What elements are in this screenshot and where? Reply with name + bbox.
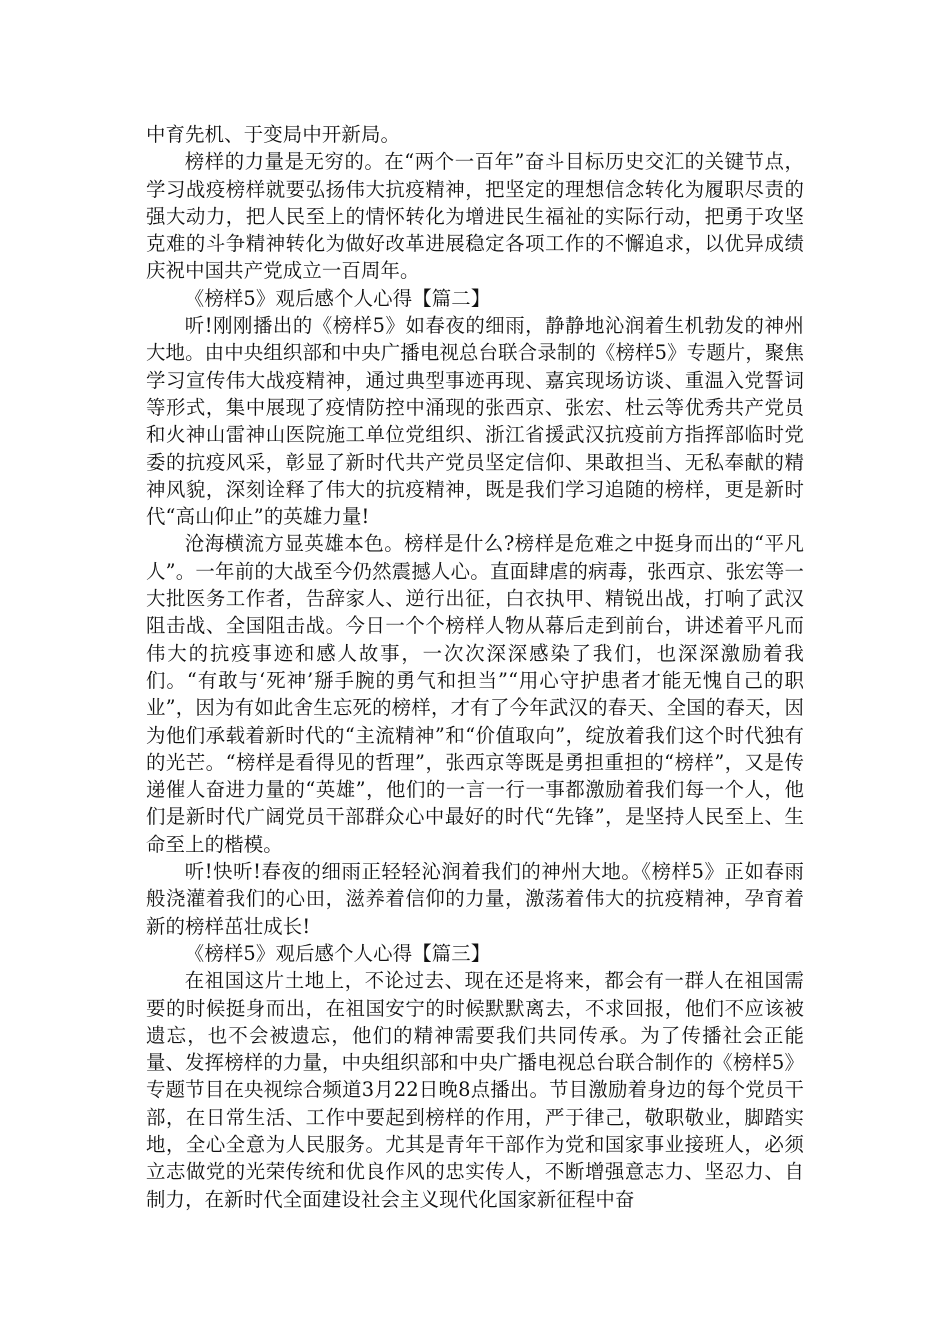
paragraph-role-model-power: 榜样的力量是无穷的。在“两个一百年”奋斗目标历史交汇的关键节点，学习战疫榜样就要弘扬伟大抗疫精神，把坚定的理想信念转化为履职尽责的强大动力，把人民至上的情怀转化为增进民生福祉的实际行动，把勇于攻坚克难的斗争精神转化为做好改革进展稳定各项工作的不懈追求，以优异成绩庆祝中国共产党成立一百周年。 xyxy=(146,150,804,283)
paragraph-listen: 听!快听!春夜的细雨正轻轻沁润着我们的神州大地。《榜样5》正如春雨般浇灌着我们的心田，滋养着信仰的力量，激荡着伟大的抗疫精神，孕育着新的榜样茁壮成长! xyxy=(146,860,804,938)
paragraph-spring-rain: 听!刚刚播出的《榜样5》如春夜的细雨，静静地沁润着生机勃发的神州大地。由中央组织部和中央广播电视总台联合录制的《榜样5》专题片，聚焦学习宣传伟大战疫精神，通过典型事迹再现、嘉宾现场访谈、重温入党誓词等形式，集中展现了疫情防控中涌现的张西京、张宏、杜云等优秀共产党员和火神山雷神山医院施工单位党组织、浙江省援武汉抗疫前方指挥部临时党委的抗疫风采，彰显了新时代共产党员坚定信仰、果敢担当、无私奉献的精神风貌，深刻诠释了伟大的抗疫精神，既是我们学习追随的榜样，更是新时代“高山仰止”的英雄力量! xyxy=(146,314,804,529)
section-heading-part-two: 《榜样5》观后感个人心得【篇二】 xyxy=(184,286,491,310)
document-body xyxy=(146,121,804,1213)
paragraph-true-heroes: 沧海横流方显英雄本色。榜样是什么?榜样是危难之中挺身而出的“平凡人”。一年前的大战至今仍然震撼人心。直面肆虐的病毒，张西京、张宏等一大批医务工作者，告辞家人、逆行出征，白衣执甲、精锐出战，打响了武汉阻击战、全国阻击战。今日一个个榜样人物从幕后走到前台，讲述着平凡而伟大的抗疫事迹和感人故事，一次次深深感染了我们，也深深激励着我们。“有敢与‘死神’掰手腕的勇气和担当”“用心守护患者才能无愧自己的职业”，因为有如此舍生忘死的榜样，才有了今年武汉的春天、全国的春天，因为他们承载着新时代的“主流精神”和“价值取向”，绽放着我们这个时代独有的光芒。“榜样是看得见的哲理”，张西京等既是勇担重担的“榜样”，又是传递催人奋进力量的“英雄”，他们的一言一行一事都激励着我们每一个人，他们是新时代广阔党员干部群众心中最好的时代“先锋”，是坚持人民至上、生命至上的楷模。 xyxy=(146,532,804,856)
paragraph-continuation: 中育先机、于变局中开新局。 xyxy=(146,123,401,146)
paragraph-motherland: 在祖国这片土地上，不论过去、现在还是将来，都会有一群人在祖国需要的时候挺身而出，在祖国安宁的时候默默离去，不求回报，他们不应该被遗忘，也不会被遗忘，他们的精神需要我们共同传承。为了传播社会正能量、发挥榜样的力量，中央组织部和中央广播电视总台联合制作的《榜样5》专题节目在央视综合频道3月22日晚8点播出。节目激励着身边的每个党员干部，在日常生活、工作中要起到榜样的作用，严于律己，敬职敬业，脚踏实地，全心全意为人民服务。尤其是青年干部作为党和国家事业接班人，必须立志做党的光荣传统和优良作风的忠实传人，不断增强意志力、坚忍力、自制力，在新时代全面建设社会主义现代化国家新征程中奋 xyxy=(146,969,804,1211)
section-heading-part-three: 《榜样5》观后感个人心得【篇三】 xyxy=(184,941,491,965)
